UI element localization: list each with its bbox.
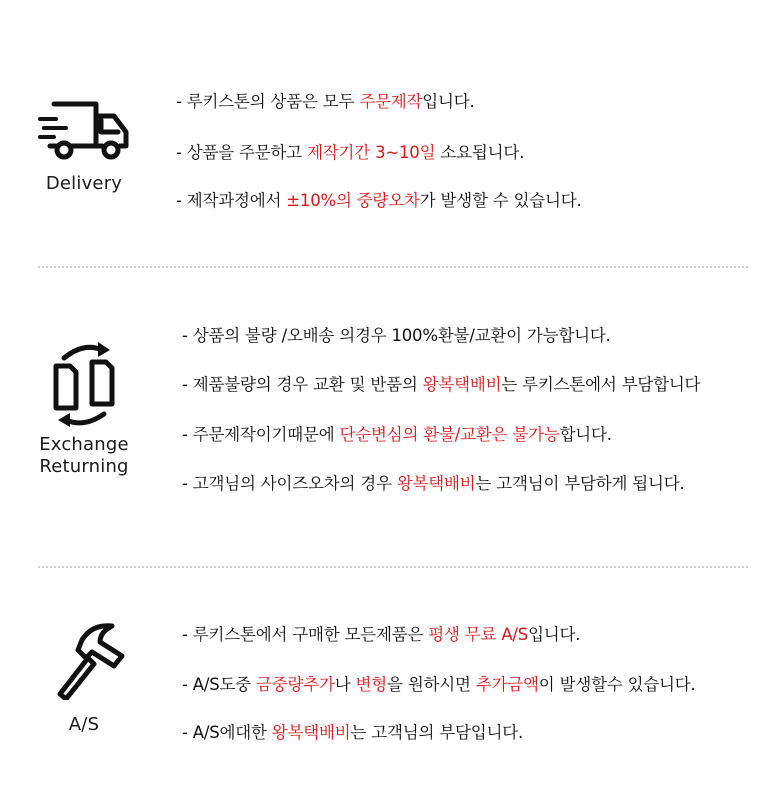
line-text: 가 발생할 수 있습니다. [419, 191, 582, 210]
divider-2 [38, 566, 748, 568]
delivery-icon-column [20, 96, 148, 195]
highlight-text: 왕복택배비 [396, 474, 476, 493]
as-line-3 [182, 719, 523, 743]
highlight-text: 추가금액 [475, 675, 539, 694]
line-text: - 상품을 주문하고 [176, 143, 308, 162]
as-line-2 [182, 671, 696, 695]
highlight-text: 금중량추가 [256, 675, 335, 694]
exchange-line-1 [182, 322, 611, 346]
line-text: - 상품의 불량 /오배송 의경우 100%환불/교환이 가능합니다. [182, 326, 611, 345]
line-text: - 루키스톤에서 구매한 모든제품은 [182, 625, 429, 644]
line-text: - 제품불량의 경우 교환 및 반품의 [182, 375, 423, 394]
exchange-line-2 [182, 371, 700, 395]
line-text: 소요됩니다. [435, 143, 525, 162]
exchange-line-4 [182, 470, 685, 494]
exchange-arrows-icon [36, 338, 132, 430]
divider-1 [38, 266, 748, 268]
exchange-label-line1: Exchange [39, 434, 129, 455]
delivery-line-3 [176, 187, 582, 211]
line-text: 을 원하시면 [387, 675, 476, 694]
line-text: 입니다. [422, 92, 475, 111]
line-text: 는 고객님이 부담하게 됩니다. [475, 474, 685, 493]
highlight-text: 단순변심의 환불/교환은 불가능 [339, 425, 560, 444]
highlight-text: 주문제작 [359, 92, 423, 111]
hammer-icon [36, 620, 132, 700]
line-text: - 루키스톤의 상품은 모두 [176, 92, 360, 111]
line-text: 는 루키스톤에서 부담합니다 [501, 375, 701, 394]
delivery-label: Delivery [45, 173, 123, 194]
line-text: 합니다. [559, 425, 612, 444]
highlight-text: 평생 무료 A/S [428, 625, 529, 644]
line-text: - A/S에대한 [182, 723, 272, 742]
highlight-text: 변형 [355, 675, 388, 694]
line-text: 이 발생할수 있습니다. [538, 675, 696, 694]
line-text: 나 [334, 675, 356, 694]
exchange-line-3 [182, 421, 612, 445]
line-text: - 고객님의 사이즈오차의 경우 [182, 474, 397, 493]
exchange-label-line2: Returning [39, 456, 129, 477]
highlight-text: 제작기간 3~10일 [307, 143, 436, 162]
delivery-truck-icon [36, 96, 132, 164]
highlight-text: 왕복택배비 [271, 723, 351, 742]
delivery-line-1 [176, 88, 475, 112]
highlight-text: ±10%의 중량오차 [286, 191, 420, 210]
line-text: - 제작과정에서 [176, 191, 287, 210]
as-icon-column [20, 620, 148, 736]
line-text: 입니다. [528, 625, 581, 644]
line-text: - A/S도중 [182, 675, 257, 694]
as-line-1 [182, 621, 580, 645]
delivery-line-2 [176, 139, 524, 163]
line-text: 는 고객님의 부담입니다. [350, 723, 524, 742]
as-label: A/S [68, 714, 100, 735]
exchange-icon-column [20, 338, 148, 478]
highlight-text: 왕복택배비 [422, 375, 502, 394]
line-text: - 주문제작이기때문에 [182, 425, 340, 444]
